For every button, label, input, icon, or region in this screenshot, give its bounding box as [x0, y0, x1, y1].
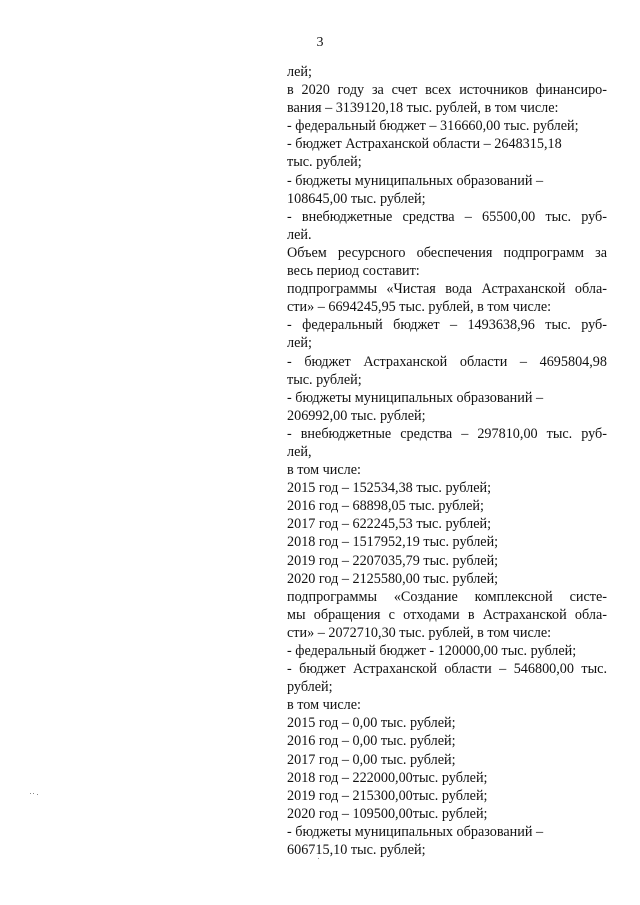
text-line: - бюджет Астраханской области – 546800,00 тыс. [287, 661, 607, 678]
text-line: 108645,00 тыс. рублей; [287, 190, 426, 207]
text-line: 2018 год – 1517952,19 тыс. рублей; [287, 534, 499, 551]
text-line: лей; [287, 64, 312, 80]
text-line: вания – 3139120,18 тыс. рублей, в том числе: [287, 100, 559, 117]
scan-artifact [33, 793, 34, 794]
text-line: 2019 год – 2207035,79 тыс. рублей; [287, 552, 499, 569]
text-line: 2019 год – 215300,00тыс. рублей; [287, 787, 488, 804]
text-line: 2017 год – 622245,53 тыс. рублей; [287, 516, 492, 533]
text-line: тыс. рублей; [287, 371, 362, 388]
text-line: 2016 год – 68898,05 тыс. рублей; [287, 498, 484, 515]
text-line: 2015 год – 0,00 тыс. рублей; [287, 715, 456, 732]
text-line: в 2020 году за счет всех источников финансиро- [287, 82, 607, 99]
text-line: рублей; [287, 679, 333, 696]
text-line: - федеральный бюджет – 316660,00 тыс. рублей; [287, 118, 579, 135]
text-line: - бюджеты муниципальных образований – [287, 389, 544, 406]
text-line: лей; [287, 335, 312, 352]
text-line: - федеральный бюджет – 1493638,96 тыс. руб- [287, 317, 607, 334]
text-line: 2017 год – 0,00 тыс. рублей; [287, 751, 456, 768]
text-line: в том числе: [287, 697, 361, 714]
text-line: сти» – 2072710,30 тыс. рублей, в том числе: [287, 624, 552, 641]
text-line: 606715,10 тыс. рублей; [287, 842, 426, 859]
text-line: - внебюджетные средства – 297810,00 тыс. руб- [287, 425, 607, 442]
text-line: 2020 год – 2125580,00 тыс. рублей; [287, 570, 499, 587]
text-line: сти» – 6694245,95 тыс. рублей, в том числе: [287, 299, 552, 316]
text-line: тыс. рублей; [287, 154, 362, 171]
text-line: мы обращения с отходами в Астраханской обла- [287, 606, 607, 623]
scan-artifact [37, 794, 38, 795]
text-line: 2015 год – 152534,38 тыс. рублей; [287, 480, 492, 497]
text-line: лей. [287, 226, 312, 243]
text-line: - бюджеты муниципальных образований – [287, 823, 544, 840]
text-line: в том числе: [287, 462, 361, 479]
text-line: подпрограммы «Чистая вода Астраханской обла- [287, 281, 607, 298]
text-line: Объем ресурсного обеспечения подпрограмм за [287, 244, 607, 261]
text-line: весь период составит: [287, 263, 420, 280]
text-line: - бюджеты муниципальных образований – [287, 172, 544, 189]
text-line: лей, [287, 443, 312, 460]
text-line: - бюджет Астраханской области – 2648315,18 [287, 136, 562, 153]
text-line: - федеральный бюджет - 120000,00 тыс. рублей; [287, 643, 577, 659]
page-number: 3 [316, 35, 324, 50]
scan-artifact [30, 793, 31, 794]
body-text-column [287, 63, 607, 859]
text-line: - внебюджетные средства – 65500,00 тыс. руб- [287, 208, 607, 225]
text-line: 2016 год – 0,00 тыс. рублей; [287, 733, 456, 750]
text-line: 2018 год – 222000,00тыс. рублей; [287, 769, 488, 786]
text-line: подпрограммы «Создание комплексной систе- [287, 588, 607, 605]
text-line: 2020 год – 109500,00тыс. рублей; [287, 805, 488, 822]
text-line: - бюджет Астраханской области – 4695804,98 [287, 353, 607, 370]
scan-artifact [318, 858, 319, 859]
text-line: 206992,00 тыс. рублей; [287, 407, 426, 424]
